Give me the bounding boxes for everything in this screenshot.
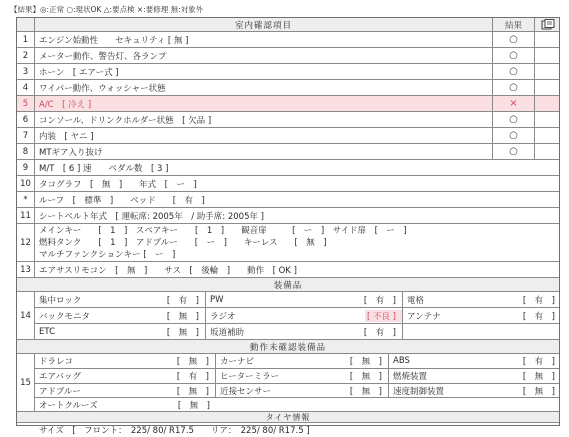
table-row: 8 MTギア入り抜け ○ — [17, 144, 559, 160]
table-row: 7 内装 [ ヤニ ] ○ — [17, 128, 559, 144]
tire-size: サイズ [ フロント： 225/ 80/ R17.5 リア： 225/ 80/ R17.5 ] — [39, 426, 310, 436]
keys-line: 燃料タンク [ 1 ] アドブルー [ ー ] キーレス [ 無 ] — [39, 237, 327, 248]
section-title-equipment: 装備品 — [17, 278, 559, 292]
unchecked-row: ドラレコ [ 無 ] カーナビ [ 無 ] ABS [ 有 ] — [35, 354, 559, 369]
result-value: ○ — [493, 80, 535, 95]
status-badge-bad: [ 不良 ] — [365, 310, 402, 322]
result-value: ○ — [493, 112, 535, 127]
table-row: 3 ホーン [ エアー式 ] ○ — [17, 64, 559, 80]
result-legend: 【結果】◎:正常 ○:現状OK △:要点検 ×:要修理 無:対象外 — [10, 5, 204, 14]
inspection-sheet — [16, 17, 560, 436]
result-value: × — [493, 96, 535, 111]
equipment-row: バックモニタ [ 無 ] ラジオ [ 不良 ] アンテナ [ 有 ] — [35, 308, 559, 324]
result-value: ○ — [493, 144, 535, 159]
equipment-row: 集中ロック [ 有 ] PW [ 有 ] 電格 [ 有 ] — [35, 292, 559, 308]
table-row: 6 コンソール、ドリンクホルダー状態 [ 欠品 ] ○ — [17, 112, 559, 128]
table-row: 11 シートベルト年式 [ 運転席: 2005年 / 助手席: 2005年 ] — [17, 208, 559, 224]
keys-line: メインキー [ 1 ] スペアキー [ 1 ] 観音扉 [ ー ] サイド扉 [ ー ] — [39, 225, 407, 236]
section-title-unchecked: 動作未確認装備品 — [17, 340, 559, 354]
clipboard-icon[interactable] — [535, 18, 561, 31]
result-column-header: 結果 — [493, 18, 535, 31]
table-header — [17, 18, 559, 32]
section-title-tires: タイヤ情報 — [17, 412, 559, 423]
table-row: 1 エンジン始動性 セキュリティ [ 無 ] ○ — [17, 32, 559, 48]
table-row: 9 M/T [ 6 ] 速 ペダル数 [ 3 ] — [17, 160, 559, 176]
keys-line: マルチファンクションキー [ ー ] — [39, 249, 176, 260]
result-value: ○ — [493, 32, 535, 47]
result-value: ○ — [493, 48, 535, 63]
table-row: 4 ワイパー動作、ウォッシャー状態 ○ — [17, 80, 559, 96]
table-row: 2 メーター動作、警告灯、各ランプ ○ — [17, 48, 559, 64]
unchecked-row: オートクルーズ [ 無 ] — [35, 398, 559, 412]
table-row-keys: 12 メインキー [ 1 ] スペアキー [ 1 ] 観音扉 [ ー ] サイド扉 [ ー ] 燃料タンク [ 1 ] アドブルー [ ー ] キーレス [ 無 ] マルチファンクションキー [ ー ] — [17, 224, 559, 262]
unchecked-row: アドブルー [ 無 ] 近接センサー [ 無 ] 速度制御装置 [ 無 ] — [35, 384, 559, 398]
group-number: 14 — [17, 292, 35, 340]
table-row: 10 タコグラフ [ 無 ] 年式 [ ー ] — [17, 176, 559, 192]
equipment-row: ETC [ 無 ] 坂道補助 [ 有 ] — [35, 324, 559, 340]
table-row: * ルーフ [ 標準 ] ベッド [ 有 ] — [17, 192, 559, 208]
table-row-flagged: 5 A/C [ 冷え ] × — [17, 96, 559, 112]
result-value: ○ — [493, 128, 535, 143]
section-title-interior: 室内確認項目 — [35, 18, 493, 31]
table-row: 13 エアサスリモコン [ 無 ] サス [ 後輪 ] 動作 [ OK ] — [17, 262, 559, 278]
group-number: 15 — [17, 354, 35, 412]
result-value: ○ — [493, 64, 535, 79]
unchecked-row: エアバッグ [ 有 ] ヒーターミラー [ 無 ] 燃焼装置 [ 無 ] — [35, 369, 559, 384]
